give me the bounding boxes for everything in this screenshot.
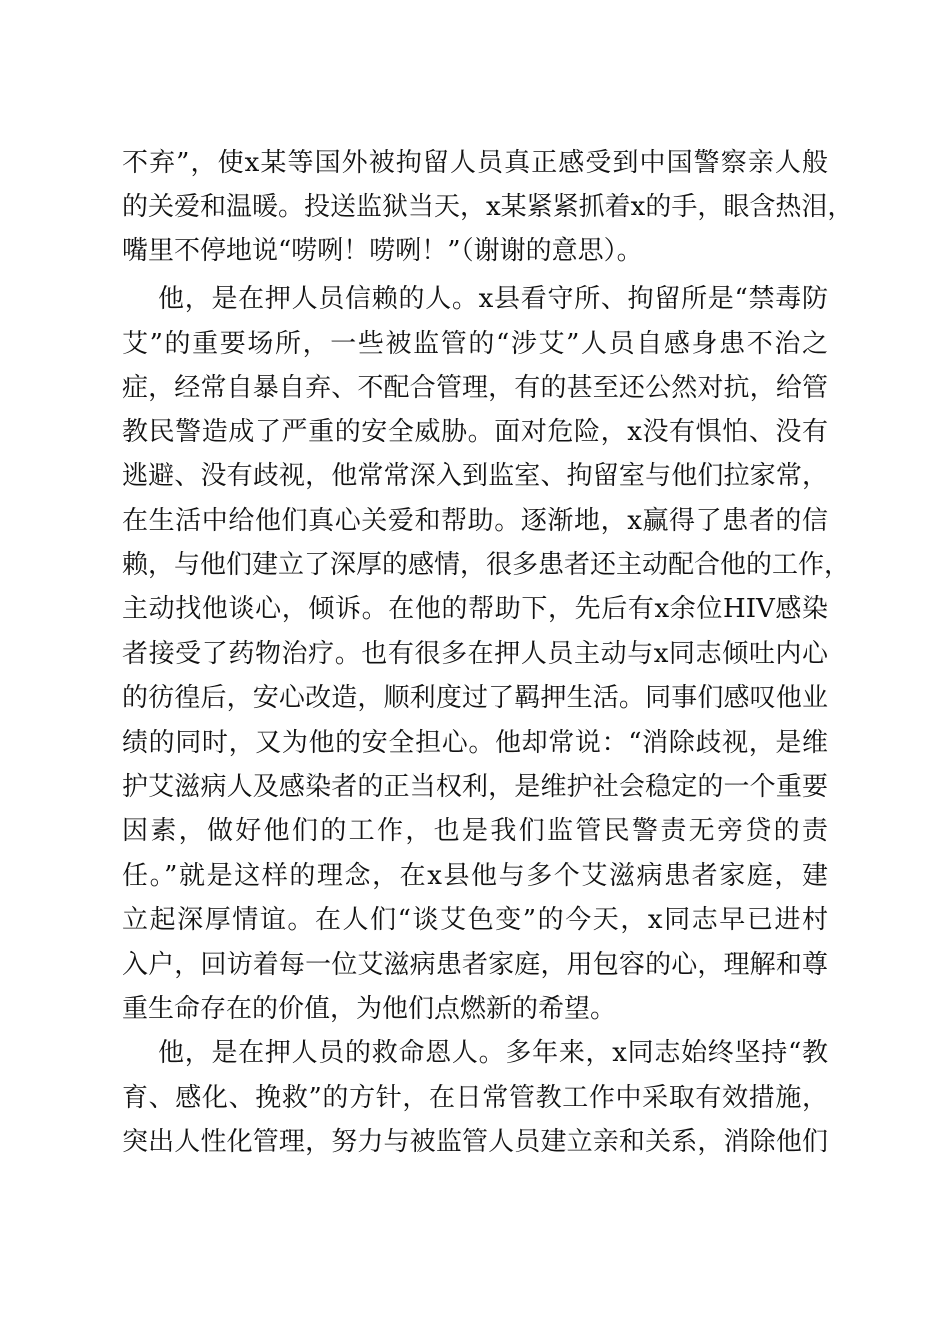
- text-line: 逃避、没有歧视，他常常深入到监室、拘留室与他们拉家常，: [122, 461, 828, 491]
- text-line: 绩的同时，又为他的安全担心。他却常说：“消除歧视，是维: [122, 728, 828, 758]
- text-line: 者接受了药物治疗。也有很多在押人员主动与x同志倾吐内心: [122, 639, 828, 669]
- text-line: 在生活中给他们真心关爱和帮助。逐渐地，x赢得了患者的信: [122, 506, 828, 536]
- paragraph-first-line: 他，是在押人员的救命恩人。多年来，x同志始终坚持“教: [158, 1038, 828, 1068]
- text-line: 主动找他谈心，倾诉。在他的帮助下，先后有x余位HIV感染: [122, 594, 828, 624]
- text-line: 症，经常自暴自弃、不配合管理，有的甚至还公然对抗，给管: [122, 373, 828, 403]
- text-line: 立起深厚情谊。在人们“谈艾色变”的今天，x同志早已进村: [122, 905, 828, 935]
- text-line: 艾”的重要场所，一些被监管的“涉艾”人员自感身患不治之: [122, 329, 828, 359]
- paragraph-first-line: 他，是在押人员信赖的人。x县看守所、拘留所是“禁毒防: [158, 284, 828, 314]
- text-line: 任。”就是这样的理念，在x县他与多个艾滋病患者家庭，建: [122, 861, 828, 891]
- text-line: 护艾滋病人及感染者的正当权利，是维护社会稳定的一个重要: [122, 772, 828, 802]
- text-line: 的关爱和温暖。投送监狱当天，x某紧紧抓着x的手，眼含热泪，: [122, 192, 854, 222]
- text-line: 突出人性化管理，努力与被监管人员建立亲和关系，消除他们: [122, 1127, 828, 1157]
- text-line: 嘴里不停地说“唠咧！唠咧！”（谢谢的意思）。: [122, 236, 643, 266]
- text-line: 入户，回访着每一位艾滋病患者家庭，用包容的心，理解和尊: [122, 950, 828, 980]
- text-line: 重生命存在的价值，为他们点燃新的希望。: [122, 994, 617, 1024]
- text-line: 赖，与他们建立了深厚的感情，很多患者还主动配合他的工作，: [122, 550, 851, 580]
- text-line: 因素，做好他们的工作，也是我们监管民警责无旁贷的责: [122, 816, 828, 846]
- text-line: 不弃”，使x某等国外被拘留人员真正感受到中国警察亲人般: [122, 148, 828, 178]
- text-line: 育、感化、挽救”的方针，在日常管教工作中采取有效措施，: [122, 1083, 828, 1113]
- text-line: 的彷徨后，安心改造，顺利度过了羁押生活。同事们感叹他业: [122, 683, 828, 713]
- text-line: 教民警造成了严重的安全威胁。面对危险，x没有惧怕、没有: [122, 417, 828, 447]
